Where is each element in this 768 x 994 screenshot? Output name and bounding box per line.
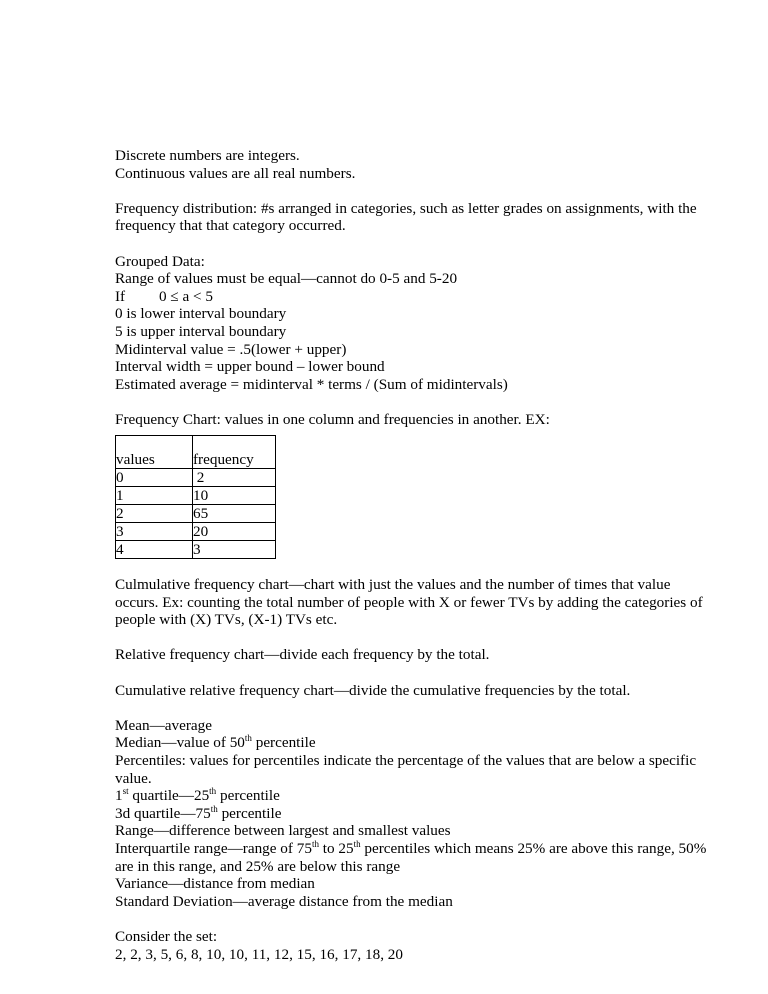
discrete-line: Discrete numbers are integers. — [115, 147, 300, 164]
first-quartile-definition: 1st quartile—25th percentile — [115, 786, 280, 805]
header-frequency: frequency — [193, 435, 276, 468]
table-row — [116, 468, 276, 486]
range-definition: Range—difference between largest and smallest values — [115, 822, 451, 840]
median-definition: Median—value of 50th percentile — [115, 733, 316, 752]
interval-width-line: Interval width = upper bound – lower bound — [115, 358, 385, 376]
grouped-data-heading: Grouped Data: — [115, 252, 205, 270]
table-header-row — [116, 435, 276, 468]
frequency-cell: 65 — [193, 504, 276, 522]
upper-boundary-line: 5 is upper interval boundary — [115, 322, 287, 340]
range-rule-line: Range of values must be equal—cannot do 0-5 and 5-20 — [115, 270, 458, 288]
value-cell: 3 — [116, 522, 193, 540]
frequency-distribution-paragraph: Frequency distribution: #s arranged in categories, such as letter grades on assignments, with the frequency that that category occurred. — [115, 199, 697, 235]
lower-boundary-line: 0 is lower interval boundary — [115, 305, 287, 323]
midinterval-line: Midinterval value = .5(lower + upper) — [115, 340, 347, 358]
header-values: values — [116, 435, 193, 468]
frequency-cell: 20 — [193, 522, 276, 540]
third-quartile-definition: 3d quartile—75th percentile — [115, 803, 282, 822]
value-cell: 1 — [116, 486, 193, 504]
frequency-chart-intro: Frequency Chart: values in one column and frequencies in another. EX: — [115, 410, 550, 428]
relative-frequency-line: Relative frequency chart—divide each frequency by the total. — [115, 646, 490, 664]
interval-expression: 0 ≤ a < 5 — [159, 287, 214, 305]
variance-definition: Variance—distance from median — [115, 875, 315, 893]
frequency-table — [115, 435, 276, 559]
cumulative-frequency-paragraph: Culmulative frequency chart—chart with just the values and the number of times that value occurs. Ex: counting the total number of people with X or fewer TVs by adding the categories of people with (X) TVs, (X-1) TVs etc. — [115, 576, 703, 629]
interval-condition-line — [115, 288, 715, 306]
value-cell: 0 — [116, 468, 193, 486]
set-values: 2, 2, 3, 5, 6, 8, 10, 10, 11, 12, 15, 16, 17, 18, 20 — [115, 945, 403, 963]
frequency-cell: 2 — [193, 468, 276, 486]
table-row — [116, 522, 276, 540]
table-row — [116, 540, 276, 558]
mean-definition: Mean—average — [115, 716, 212, 734]
standard-deviation-definition: Standard Deviation—average distance from the median — [115, 892, 453, 910]
document-page — [115, 147, 715, 963]
interquartile-range-definition: Interquartile range—range of 75th to 25th percentiles which means 25% are above this range, 50% are in this range, and 25% are below this range — [115, 839, 707, 875]
frequency-cell: 10 — [193, 486, 276, 504]
percentiles-definition: Percentiles: values for percentiles indicate the percentage of the values that are below a specific value. — [115, 752, 697, 787]
cumulative-relative-line: Cumulative relative frequency chart—divide the cumulative frequencies by the total. — [115, 681, 631, 699]
table-row — [116, 486, 276, 504]
set-label: Consider the set: — [115, 927, 218, 945]
continuous-line: Continuous values are all real numbers. — [115, 164, 356, 182]
value-cell: 4 — [116, 540, 193, 558]
value-cell: 2 — [116, 504, 193, 522]
if-word: If — [115, 287, 126, 305]
table-row — [116, 504, 276, 522]
frequency-cell: 3 — [193, 540, 276, 558]
estimated-average-line: Estimated average = midinterval * terms / (Sum of midintervals) — [115, 375, 508, 393]
